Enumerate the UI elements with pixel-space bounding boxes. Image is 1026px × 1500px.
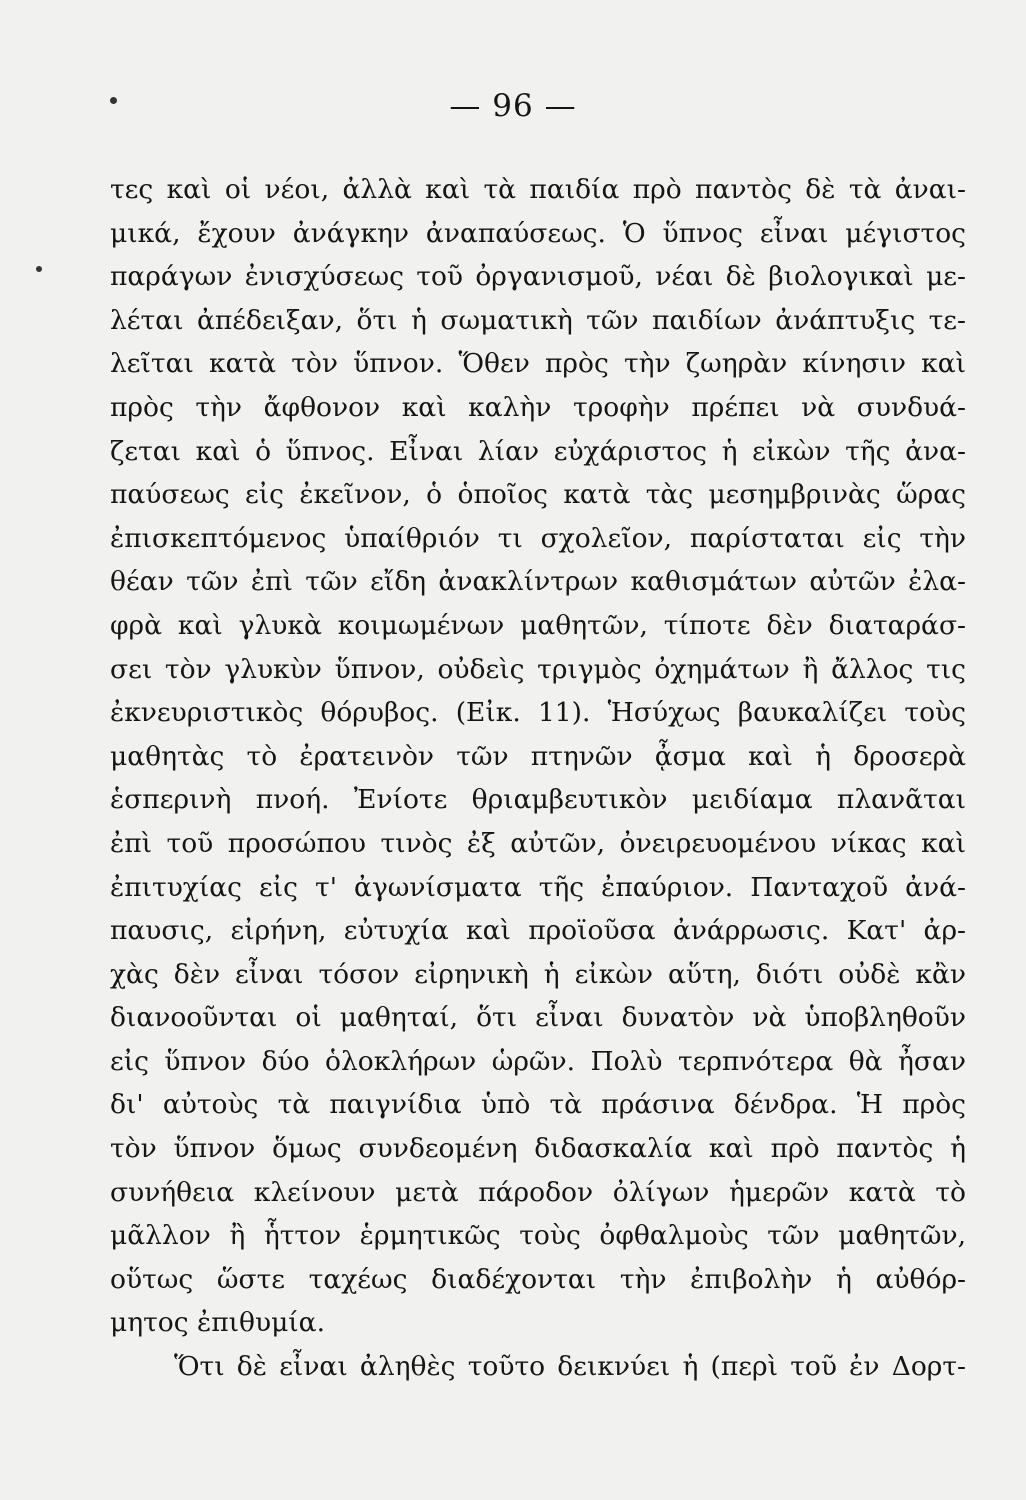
text-line: θέαν τῶν ἐπὶ τῶν εἴδη ἀνακλίντρων καθισμάτων αὐτῶν ἐλα- — [110, 566, 966, 598]
text-line: Ὅτι δὲ εἶναι ἀληθὲς τοῦτο δεικνύει ἡ (περὶ τοῦ ἐν Δορτ- — [174, 1351, 966, 1383]
text-line: διανοοῦνται οἱ μαθηταί, ὅτι εἶναι δυνατὸν νὰ ὑποβληθοῦν — [110, 1002, 966, 1034]
text-line: παυσις, εἰρήνη, εὐτυχία καὶ προϊοῦσα ἀνάρρωσις. Κατ' ἀρ- — [110, 915, 966, 947]
text-line: ἑσπερινὴ πνοή. Ἐνίοτε θριαμβευτικὸν μειδίαμα πλανᾶται — [110, 784, 966, 816]
text-line: ἐπιτυχίας εἰς τ' ἀγωνίσματα τῆς ἐπαύριον. Πανταχοῦ ἀνά- — [110, 871, 966, 903]
text-line: πρὸς τὴν ἄφθονον καὶ καλὴν τροφὴν πρέπει νὰ συνδυά- — [110, 391, 966, 423]
text-line: λεῖται κατὰ τὸν ὕπνον. Ὅθεν πρὸς τὴν ζωηρὰν κίνησιν καὶ — [110, 348, 966, 380]
text-line: συνήθεια κλείνουν μετὰ πάροδον ὀλίγων ἡμερῶν κατὰ τὸ — [110, 1176, 966, 1208]
print-speck — [36, 266, 42, 272]
text-line: δι' αὐτοὺς τὰ παιγνίδια ὑπὸ τὰ πράσινα δένδρα. Ἡ πρὸς — [110, 1089, 966, 1121]
text-line: χὰς δὲν εἶναι τόσον εἰρηνικὴ ἡ εἰκὼν αὕτη, διότι οὐδὲ κἂν — [110, 958, 966, 990]
text-line: οὕτως ὥστε ταχέως διαδέχονται τὴν ἐπιβολὴν ἡ αὐθόρ- — [110, 1263, 966, 1295]
text-line: εἰς ὕπνον δύο ὁλοκλήρων ὡρῶν. Πολὺ τερπνότερα θὰ ἦσαν — [110, 1045, 966, 1077]
text-line: ἐπισκεπτόμενος ὑπαίθριόν τι σχολεῖον, παρίσταται εἰς τὴν — [110, 522, 966, 554]
page-number: — 96 — — [449, 88, 577, 124]
text-line: φρὰ καὶ γλυκὰ κοιμωμένων μαθητῶν, τίποτε δὲν διαταράσ- — [110, 609, 966, 641]
text-line: μητος ἐπιθυμία. — [110, 1307, 326, 1339]
text-line: λέται ἀπέδειξαν, ὅτι ἡ σωματικὴ τῶν παιδίων ἀνάπτυξις τε- — [110, 304, 966, 336]
text-line: μᾶλλον ἢ ἧττον ἑρμητικῶς τοὺς ὀφθαλμοὺς τῶν μαθητῶν, — [110, 1220, 966, 1252]
text-line: παράγων ἐνισχύσεως τοῦ ὀργανισμοῦ, νέαι δὲ βιολογικαὶ με- — [110, 261, 966, 293]
text-line: ζεται καὶ ὁ ὕπνος. Εἶναι λίαν εὐχάριστος ἡ εἰκὼν τῆς ἀνα- — [110, 435, 966, 467]
text-line: ἐπὶ τοῦ προσώπου τινὸς ἐξ αὐτῶν, ὀνειρευομένου νίκας καὶ — [110, 827, 966, 859]
text-line: τὸν ὕπνον ὅμως συνδεομένη διδασκαλία καὶ πρὸ παντὸς ἡ — [110, 1133, 966, 1165]
text-line: σει τὸν γλυκὺν ὕπνον, οὐδεὶς τριγμὸς ὀχημάτων ἢ ἄλλος τις — [110, 653, 966, 685]
text-line: τες καὶ οἱ νέοι, ἀλλὰ καὶ τὰ παιδία πρὸ παντὸς δὲ τὰ ἀναι- — [110, 174, 966, 205]
text-line: μαθητὰς τὸ ἐρατεινὸν τῶν πτηνῶν ᾆσμα καὶ ἡ δροσερὰ — [110, 740, 966, 772]
text-line: ἐκνευριστικὸς θόρυβος. (Εἰκ. 11). Ἡσύχως βαυκαλίζει τοὺς — [110, 697, 966, 729]
body-text — [110, 168, 966, 1389]
text-line: μικά, ἔχουν ἀνάγκην ἀναπαύσεως. Ὁ ὕπνος εἶναι μέγιστος — [110, 217, 966, 249]
text-line: παύσεως εἰς ἐκεῖνον, ὁ ὁποῖος κατὰ τὰς μεσημβρινὰς ὥρας — [110, 479, 966, 511]
